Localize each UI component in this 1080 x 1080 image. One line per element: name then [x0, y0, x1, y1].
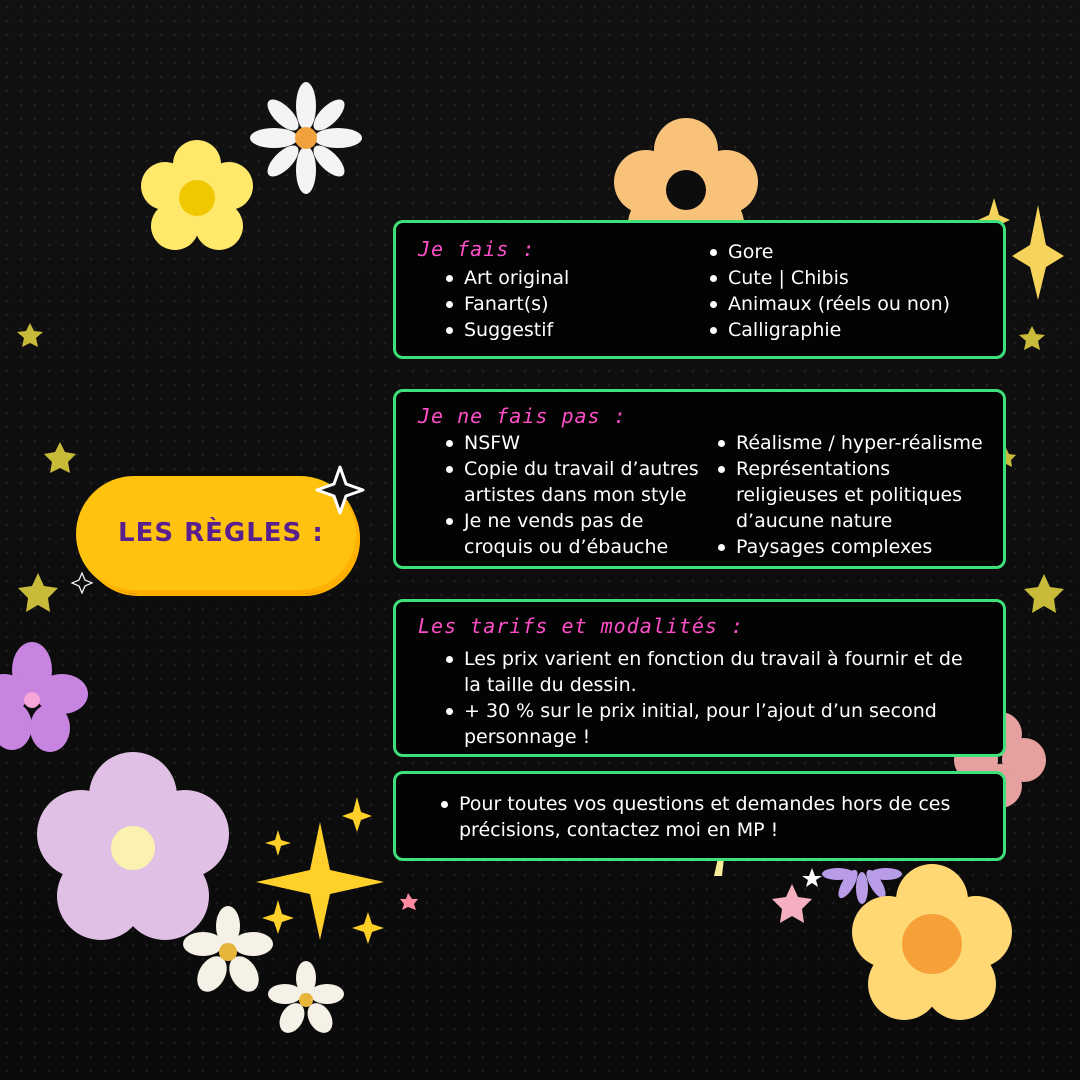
- rules-badge-label: LES RÈGLES :: [118, 518, 324, 548]
- panel-title: Les tarifs et modalités :: [418, 614, 745, 638]
- sparkle-icon: [352, 912, 384, 944]
- panel-title: Je ne fais pas :: [418, 404, 627, 428]
- purple-flower-icon: [0, 642, 88, 752]
- sparkle-icon: [342, 797, 372, 832]
- star-icon: [17, 323, 43, 347]
- white-star-icon: [315, 465, 365, 515]
- panel-je-ne-fais-pas: [393, 389, 1006, 569]
- star-icon: [44, 442, 76, 473]
- list-item: Les prix varient en fonction du travail à fournir et de la taille du dessin.: [442, 646, 982, 698]
- sparkle-icon: [802, 868, 822, 887]
- list-item: Suggestif: [442, 317, 569, 343]
- list-right: [706, 239, 950, 343]
- list-right: [714, 430, 998, 560]
- list-item: Représentations religieuses et politiques d’aucune nature: [714, 456, 998, 534]
- panel-title: Je fais :: [418, 237, 536, 261]
- sparkle-icon: [265, 830, 291, 856]
- list-item: NSFW: [442, 430, 712, 456]
- list-contact: [437, 791, 982, 843]
- star-icon: [1024, 574, 1064, 613]
- sparkle-icon: [262, 900, 294, 934]
- star-icon: [18, 573, 58, 612]
- panel-je-fais: [393, 220, 1006, 359]
- list-item: Fanart(s): [442, 291, 569, 317]
- white-daisy-icon: [268, 961, 344, 1037]
- sparkle-icon: [400, 893, 418, 910]
- list-item: Je ne vends pas de croquis ou d’ébauche: [442, 508, 712, 560]
- star-icon: [772, 884, 812, 923]
- list-item: Pour toutes vos questions et demandes hors de ces précisions, contactez moi en MP !: [437, 791, 982, 843]
- star-icon: [1019, 326, 1045, 350]
- sparkle-icon: [72, 573, 92, 593]
- list-tarifs: [442, 646, 982, 750]
- sparkle-icon: [1012, 205, 1064, 300]
- white-daisy-icon: [250, 82, 362, 194]
- list-left: [442, 265, 569, 343]
- list-item: Paysages complexes: [714, 534, 998, 560]
- list-item: Copie du travail d’autres artistes dans mon style: [442, 456, 712, 508]
- panel-tarifs: [393, 599, 1006, 757]
- list-item: Animaux (réels ou non): [706, 291, 950, 317]
- list-left: [442, 430, 712, 560]
- lilac-flower-icon: [37, 752, 229, 940]
- list-item: Gore: [706, 239, 950, 265]
- list-item: Art original: [442, 265, 569, 291]
- yellow-flower-icon: [141, 140, 253, 250]
- panel-contact: [393, 771, 1006, 861]
- list-item: Cute | Chibis: [706, 265, 950, 291]
- list-item: Réalisme / hyper-réalisme: [714, 430, 998, 456]
- list-item: + 30 % sur le prix initial, pour l’ajout d’un second personnage !: [442, 698, 982, 750]
- list-item: Calligraphie: [706, 317, 950, 343]
